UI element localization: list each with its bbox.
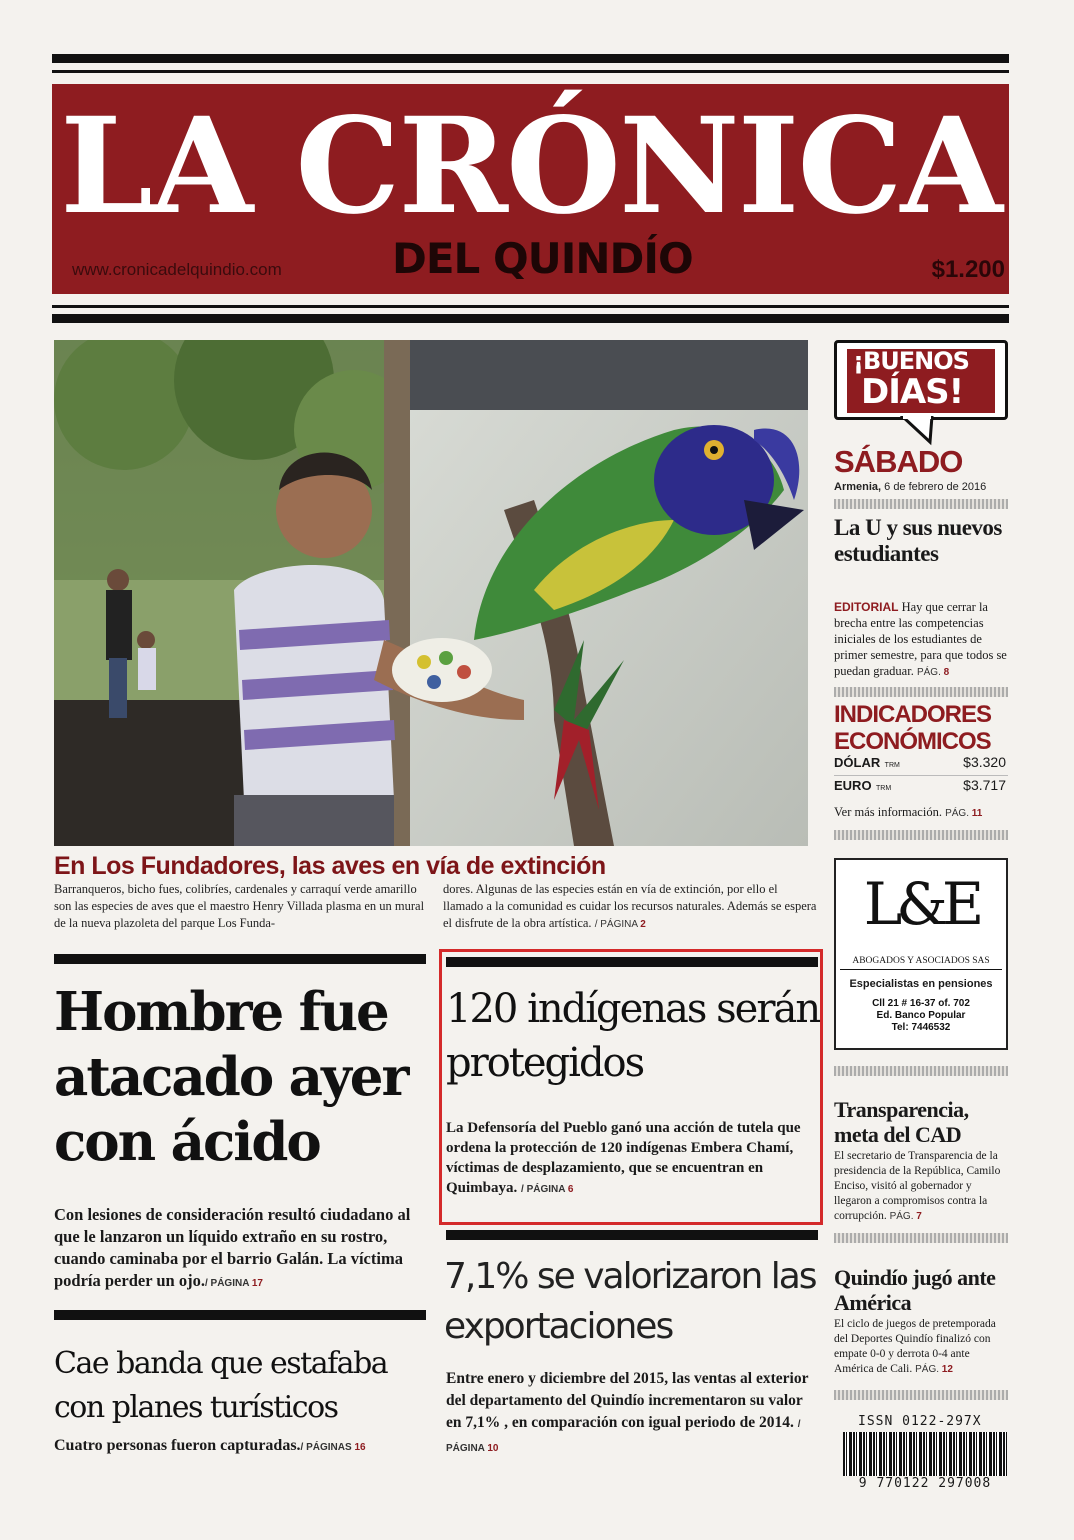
exports-page-ref[interactable]: / PÁGINA 10 xyxy=(446,1419,801,1454)
indigenous-page-ref[interactable]: / PÁGINA 6 xyxy=(521,1184,574,1195)
barcode-icon xyxy=(843,1432,1007,1476)
issn-label: ISSN 0122-297X xyxy=(858,1414,982,1429)
indigenous-headline[interactable]: 120 indígenas serán protegidos xyxy=(446,986,820,1086)
day-label: SÁBADO xyxy=(834,444,963,479)
section-rule xyxy=(446,957,818,967)
ad-contact xyxy=(836,998,1006,1034)
buenos-dias-bubble xyxy=(834,340,1008,420)
ad-logo: L&E xyxy=(863,870,979,938)
ad-address: Cll 21 # 16-37 of. 702 xyxy=(872,998,970,1009)
mid-rule-thin xyxy=(52,305,1009,308)
ad-building: Ed. Banco Popular xyxy=(876,1010,966,1021)
section-rule xyxy=(446,1230,818,1240)
band-dek: Cuatro personas fueron capturadas./ PÁGINAS 16 xyxy=(54,1437,366,1454)
masthead-url[interactable]: www.cronicadelquindio.com xyxy=(72,260,282,279)
exports-headline[interactable]: 7,1% se valorizaron las exportaciones xyxy=(444,1256,816,1347)
quindio-headline[interactable]: Quindío jugó ante América xyxy=(834,1265,996,1315)
cad-block xyxy=(834,1149,1010,1224)
photo-credit xyxy=(810,580,820,850)
mural-painter-illustration xyxy=(54,340,808,846)
euro-row xyxy=(834,777,1008,799)
masthead-title: LA CRÓNICA xyxy=(60,89,1001,244)
top-rule xyxy=(52,54,1009,63)
greeting-line1: ¡BUENOS xyxy=(853,347,969,375)
euro-value: $3.717 xyxy=(963,777,1006,793)
barcode-number: 9 770122 297008 xyxy=(843,1476,1007,1491)
lead-caption-col1: Barranqueros, bicho fues, colibríes, cardenales y carraquí verde amarillo son las especies de aves que el maestro Henry Villada plasma en un mural de la nueva plazoleta del parque Los Funda- xyxy=(54,882,425,930)
date-label: 6 de febrero de 2016 xyxy=(884,481,987,493)
sidebar-separator xyxy=(834,687,1008,697)
dollar-label: DÓLAR xyxy=(834,755,881,770)
indicators-title-1: INDICADORES xyxy=(834,701,992,728)
sidebar-separator xyxy=(834,1233,1008,1243)
lead-headline[interactable]: En Los Fundadores, las aves en vía de extinción xyxy=(54,852,606,880)
acid-headline[interactable]: Hombre fue atacado ayer con ácido xyxy=(54,981,408,1173)
cad-page-ref[interactable]: PÁG. 7 xyxy=(889,1211,922,1222)
speech-bubble-tail-icon xyxy=(900,416,940,446)
dollar-value: $3.320 xyxy=(963,754,1006,770)
ad-specialty: Especialistas en pensiones xyxy=(849,978,993,990)
editorial-text: Hay que cerrar la brecha entre las competencias iniciales de los estudiantes de primer semestre, para que todos se puedan graduar. xyxy=(834,600,1007,678)
ad-phone: Tel: 7446532 xyxy=(891,1022,951,1033)
editorial-headline[interactable]: La U y sus nuevos estudiantes xyxy=(834,515,1002,566)
euro-sub: TRM xyxy=(876,785,892,792)
indigenous-dek: La Defensoría del Pueblo ganó una acción de tutela que ordena la protección de 120 indígenas Embera Chamí, víctimas de desplazamiento, que se encuentran en Quimbaya. / PÁGINA 6 xyxy=(446,1120,801,1196)
indicators-title xyxy=(834,701,991,755)
quindio-block xyxy=(834,1317,1010,1377)
greeting-line2: DÍAS! xyxy=(861,372,964,412)
cad-text: El secretario de Transparencia de la presidencia de la República, Camilo Enciso, visitó al gobernador y llegaron a compromisos contra la corrupción. xyxy=(834,1150,1001,1222)
top-rule-thin xyxy=(52,70,1009,73)
mid-rule xyxy=(52,314,1009,323)
quindio-page-ref[interactable]: PÁG. 12 xyxy=(915,1364,953,1375)
euro-label: EURO xyxy=(834,778,872,793)
exports-dek: Entre enero y diciembre del 2015, las ventas al exterior del departamento del Quindío incrementaron su valor en 7,1% , en comparación con igual periodo de 2014. / PÁGINA 10 xyxy=(446,1370,809,1454)
ad-firm: ABOGADOS Y ASOCIADOS SAS xyxy=(840,956,1002,970)
editorial-label: EDITORIAL xyxy=(834,600,899,614)
lead-photo xyxy=(54,340,808,846)
cad-headline[interactable]: Transparencia, meta del CAD xyxy=(834,1097,969,1147)
editorial-block xyxy=(834,599,1010,681)
lead-page-ref[interactable]: / PÁGINA 2 xyxy=(594,919,646,930)
masthead xyxy=(52,84,1009,294)
lead-caption-col2 xyxy=(443,881,817,933)
lead-caption-col2-text: dores. Algunas de las especies están en vía de extinción, por ello el llamado a la comunidad es cuidar los recursos naturales. Además se espera el disfrute de la obra artística. xyxy=(443,882,817,930)
sidebar-separator xyxy=(834,830,1008,840)
more-info-link[interactable]: Ver más información. PÁG. 11 xyxy=(834,805,983,819)
masthead-price: $1.200 xyxy=(931,256,1005,283)
indicators-title-2: ECONÓMICOS xyxy=(834,728,991,755)
band-headline[interactable]: Cae banda que estafaba con planes turísticos xyxy=(54,1346,388,1425)
masthead-subtitle: DEL QUINDÍO xyxy=(392,234,693,283)
acid-page-ref[interactable]: / PÁGINA 17 xyxy=(204,1278,263,1289)
sidebar-separator xyxy=(834,1066,1008,1076)
section-rule xyxy=(54,1310,426,1320)
section-rule xyxy=(54,954,426,964)
city-label: Armenia, xyxy=(834,481,882,493)
date-line xyxy=(834,481,986,493)
sidebar-separator xyxy=(834,499,1008,509)
band-page-ref[interactable]: / PÁGINAS 16 xyxy=(300,1442,366,1453)
dollar-row xyxy=(834,754,1008,776)
dollar-sub: TRM xyxy=(884,762,900,769)
sidebar-separator xyxy=(834,1390,1008,1400)
editorial-page-ref[interactable]: PÁG. 8 xyxy=(916,667,950,678)
acid-dek: Con lesiones de consideración resultó ciudadano al que le lanzaron un líquido extraño en su rostro, cuando caminaba por el barrio Galán. La víctima podría perder un ojo./ PÁGINA 17 xyxy=(54,1205,411,1290)
lawyers-ad[interactable] xyxy=(834,858,1008,1050)
quindio-text: El ciclo de juegos de pretemporada del Deportes Quindío finalizó con empate 0-0 y derrota 0-4 ante América de Cali. xyxy=(834,1318,996,1375)
